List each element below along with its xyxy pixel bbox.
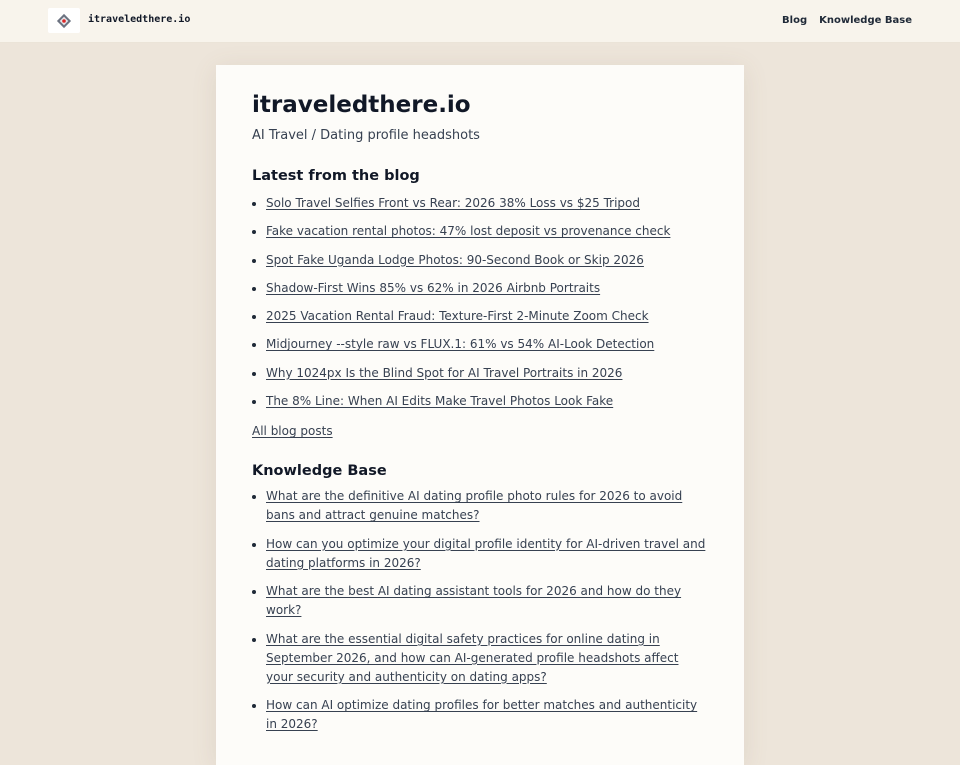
blog-post-link[interactable]: Fake vacation rental photos: 47% lost deposit vs provenance check [266,224,671,239]
logo-icon [56,13,72,29]
blog-post-link[interactable]: The 8% Line: When AI Edits Make Travel Photos Look Fake [266,394,614,409]
main-nav [782,15,912,26]
blog-section-heading: Latest from the blog [252,168,420,184]
list-item [266,696,708,734]
list-item [266,630,708,687]
page-subtitle: AI Travel / Dating profile headshots [252,128,480,143]
kb-article-link[interactable]: How can AI optimize dating profiles for better matches and authenticity in 2026? [266,698,698,732]
all-blog-posts-link[interactable]: All blog posts [252,424,333,439]
list-item [266,487,708,525]
site-logo[interactable] [48,8,80,33]
kb-article-link[interactable]: What are the best AI dating assistant tools for 2026 and how do they work? [266,584,682,618]
blog-post-link[interactable]: Shadow-First Wins 85% vs 62% in 2026 Airbnb Portraits [266,280,601,295]
blog-post-link[interactable]: Midjourney --style raw vs FLUX.1: 61% vs 54% AI-Look Detection [266,337,655,352]
list-item [266,535,708,573]
list-item [266,392,708,411]
list-item [266,222,708,241]
top-bar [0,0,960,43]
list-item [266,364,708,383]
knowledge-base-heading: Knowledge Base [252,463,387,480]
blog-post-link[interactable]: Solo Travel Selfies Front vs Rear: 2026 38% Loss vs $25 Tripod [266,196,640,210]
kb-article-link[interactable]: What are the definitive AI dating profile photo rules for 2026 to avoid bans and attract genuine matches? [266,489,683,523]
blog-post-link[interactable]: 2025 Vacation Rental Fraud: Texture-First 2-Minute Zoom Check [266,309,649,324]
list-item [266,279,708,298]
blog-post-link[interactable]: Why 1024px Is the Blind Spot for AI Travel Portraits in 2026 [266,365,623,380]
list-item [266,194,708,213]
page-title: itraveledthere.io [252,92,471,118]
nav-blog-link[interactable]: Blog [782,15,808,26]
site-name[interactable]: itraveledthere.io [88,14,191,25]
list-item [266,335,708,354]
list-item [266,582,708,620]
content-card [216,65,744,765]
blog-post-list [252,194,708,411]
kb-article-link[interactable]: What are the essential digital safety practices for online dating in September 2026, and how can AI-generated profile headshots affect your security and authenticity on dating apps? [266,631,679,684]
blog-post-link[interactable]: Spot Fake Uganda Lodge Photos: 90-Second Book or Skip 2026 [266,252,644,267]
knowledge-base-list [252,487,708,734]
kb-article-link[interactable]: How can you optimize your digital profile identity for AI-driven travel and dating platforms in 2026? [266,536,706,570]
list-item [266,307,708,326]
nav-knowledge-base-link[interactable]: Knowledge Base [819,15,912,26]
list-item [266,251,708,270]
